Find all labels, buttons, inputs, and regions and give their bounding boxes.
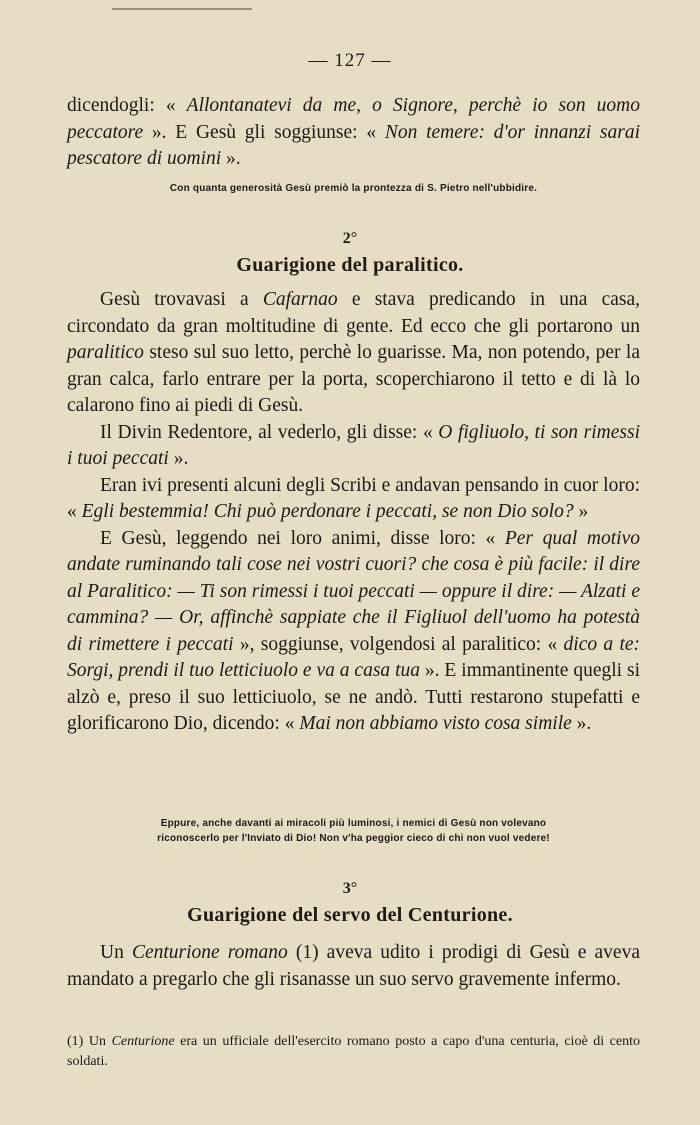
s2p3-text-c: » [573, 501, 589, 522]
s2p1-paralitico: paralitico [67, 342, 144, 363]
intro-quote-2: Non temere: d'or innanzi sarai pescatore di uomini [67, 121, 640, 169]
section-3-number: 3° [342, 880, 358, 897]
footnote [67, 1032, 640, 1072]
section-2-body [67, 287, 640, 738]
section-2-paragraph-3 [67, 473, 640, 526]
s2p4-text-a: E Gesù, leggendo nei loro animi, disse loro: « [100, 527, 505, 549]
s2p2-text-a: Il Divin Redentore, al vederlo, gli disse: « [100, 421, 439, 443]
s2p4-quote-2: dico a te: Sorgi, prendi il tuo letticiuolo e va a casa tua [67, 633, 641, 681]
s2p1-place: Cafarnao [262, 289, 338, 310]
section-2-paragraph-2 [67, 420, 640, 473]
section-3-title: Guarigione del servo del Centurione. [187, 904, 513, 926]
intro-text-3: ». [221, 148, 241, 169]
intro-text [67, 93, 640, 173]
footnote-term: Centurione [111, 1034, 175, 1049]
moral-note-2-line-2: riconoscerlo per l'Inviato di Dio! Non v'ha peggior cieco di chi non vuol vedere! [157, 833, 550, 844]
moral-note-1: Con quanta generosità Gesù premiò la prontezza di S. Pietro nell'ubbidire. [169, 183, 538, 194]
intro-paragraph [67, 93, 640, 173]
intro-quote-1: Allontanatevi da me, o Signore, perchè io son uomo peccatore [67, 95, 640, 143]
header-rule [112, 8, 252, 10]
s2p1-text-c: e stava predicando in una casa, circondato da gran moltitudine di gente. Ed ecco che gli portarono un [67, 289, 640, 337]
section-2-number: 2° [342, 230, 358, 247]
s3p1-centurione: Centurione romano [131, 942, 288, 963]
section-2-title: Guarigione del paralitico. [236, 254, 464, 276]
page-number: — 127 — [308, 50, 392, 71]
section-2-paragraph-4 [67, 526, 640, 738]
intro-text-2: ». E Gesù gli soggiunse: « [143, 121, 385, 143]
footnote-text-c: era un ufficiale dell'esercito romano posto a capo d'una centuria, cioè di cento soldati. [67, 1034, 640, 1069]
moral-note-2 [67, 816, 640, 846]
s2p4-quote-1: Per qual motivo andate ruminando tali cose nei vostri cuori? che cosa è più facile: il dire al Paralitico: — Ti son rimessi i tuoi peccati — oppure il dire: — Alzati e cammina? — Or, affinchè sappiate che il Figliuol dell'uomo ha potestà di rimettere i peccati [67, 527, 640, 655]
section-3-paragraph-1 [67, 940, 640, 993]
footnote-text-a: (1) Un [67, 1034, 112, 1049]
s3p1-text-a: Un [100, 942, 132, 963]
moral-note-2-line-1: Eppure, anche davanti ai miracoli più luminosi, i nemici di Gesù non volevano [160, 818, 547, 829]
intro-text-1: dicendogli: « [67, 95, 187, 116]
s2p2-quote: O figliuolo, ti son rimessi i tuoi peccati [67, 421, 640, 469]
s2p3-quote: Egli bestemmia! Chi può perdonare i peccati, se non Dio solo? [81, 501, 574, 522]
s3p1-text-c: (1) aveva udito i prodigi di Gesù e aveva mandato a pregarlo che gli risanasse un suo servo gravemente infermo. [67, 942, 640, 990]
s2p1-text-e: steso sul suo letto, perchè lo guarisse. Ma, non potendo, per la gran calca, farlo entrare per la porta, scoperchiarono il tetto e di là lo calarono fino ai piedi di Gesù. [67, 342, 640, 416]
s2p4-text-e: ». E immantinente quegli si alzò e, preso il suo letticiuolo, se ne andò. Tutti restarono stupefatti e glorificarono Dio, dicendo: « [67, 660, 640, 734]
s2p3-text-a: Eran ivi presenti alcuni degli Scribi e andavan pensando in cuor loro: « [67, 474, 640, 522]
s2p4-text-g: ». [571, 713, 592, 734]
section-2-paragraph-1 [67, 287, 640, 420]
section-3-body [67, 940, 640, 993]
s2p2-text-c: ». [168, 448, 189, 469]
s2p4-text-c: », soggiunse, volgendosi al paralitico: « [233, 633, 564, 655]
s2p1-text-a: Gesù trovavasi a [100, 289, 263, 310]
s2p4-quote-3: Mai non abbiamo visto cosa simile [299, 713, 572, 734]
